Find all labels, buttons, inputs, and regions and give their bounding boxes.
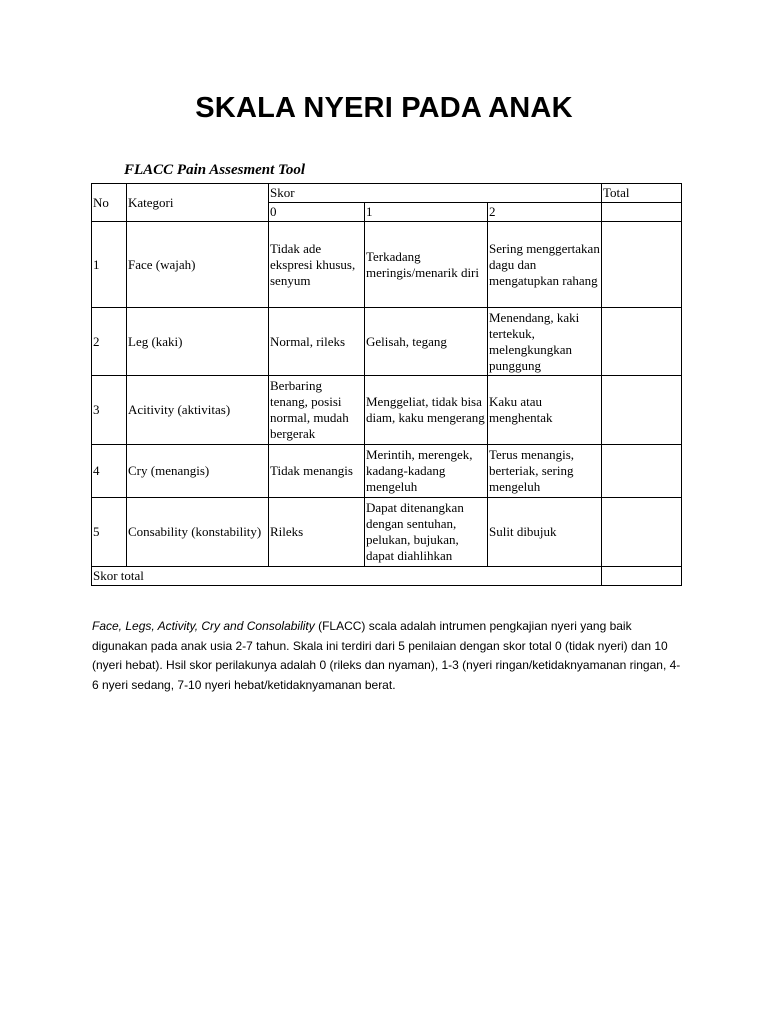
table-caption: FLACC Pain Assesment Tool (124, 162, 306, 178)
page-title: SKALA NYERI PADA ANAK (195, 92, 573, 124)
row-total (602, 445, 682, 498)
row-score-1: Merintih, merengek, kadang-kadang mengeluh (365, 445, 488, 498)
table-footer-row (92, 567, 682, 586)
table-row (92, 308, 682, 376)
table-header-row (92, 184, 682, 203)
table-row (92, 376, 682, 445)
row-score-0: Tidak ade ekspresi khusus, senyum (269, 222, 365, 308)
row-score-0: Tidak menangis (269, 445, 365, 498)
row-score-2: Menendang, kaki tertekuk, melengkungkan punggung (488, 308, 602, 376)
description-italic-lead: Face, Legs, Activity, Cry and Consolability (92, 619, 315, 633)
row-total (602, 376, 682, 445)
table-row (92, 222, 682, 308)
footer-total (602, 567, 682, 586)
footer-label: Skor total (92, 567, 602, 586)
row-score-0: Normal, rileks (269, 308, 365, 376)
row-score-2: Terus menangis, berteriak, sering mengeluh (488, 445, 602, 498)
table-row (92, 498, 682, 567)
row-kategori: Face (wajah) (127, 222, 269, 308)
row-total (602, 308, 682, 376)
flacc-table (91, 183, 682, 586)
header-score-1: 1 (365, 203, 488, 222)
row-score-2: Kaku atau menghentak (488, 376, 602, 445)
row-kategori: Cry (menangis) (127, 445, 269, 498)
header-skor: Skor (269, 184, 602, 203)
row-no: 3 (92, 376, 127, 445)
row-no: 5 (92, 498, 127, 567)
row-score-1: Gelisah, tegang (365, 308, 488, 376)
row-no: 1 (92, 222, 127, 308)
row-no: 4 (92, 445, 127, 498)
description-body: (FLACC) scala adalah intrumen pengkajian nyeri yang baik digunakan pada anak usia 2-7 tahun. Skala ini terdiri dari 5 penilaian dengan skor total 0 (tidak nyeri) dan 10 (nyeri hebat). Hsil skor perilakunya adalah 0 (rileks dan nyaman), 1-3 (nyeri ringan/ketidaknyamanan ringan, 4-6 nyeri sedang, 7-10 nyeri hebat/ketidaknyamanan berat. (92, 619, 681, 692)
row-score-1: Terkadang meringis/menarik diri (365, 222, 488, 308)
row-total (602, 498, 682, 567)
row-score-1: Dapat ditenangkan dengan sentuhan, pelukan, bujukan, dapat diahlihkan (365, 498, 488, 567)
description-paragraph (92, 617, 682, 695)
row-score-0: Rileks (269, 498, 365, 567)
header-score-2: 2 (488, 203, 602, 222)
header-no: No (92, 184, 127, 222)
row-score-1: Menggeliat, tidak bisa diam, kaku mengerang (365, 376, 488, 445)
row-no: 2 (92, 308, 127, 376)
row-score-2: Sulit dibujuk (488, 498, 602, 567)
row-total (602, 222, 682, 308)
row-score-0: Berbaring tenang, posisi normal, mudah bergerak (269, 376, 365, 445)
row-kategori: Consability (konstability) (127, 498, 269, 567)
row-kategori: Leg (kaki) (127, 308, 269, 376)
row-kategori: Acitivity (aktivitas) (127, 376, 269, 445)
row-score-2: Sering menggertakan dagu dan mengatupkan rahang (488, 222, 602, 308)
header-total-empty (602, 203, 682, 222)
header-kategori: Kategori (127, 184, 269, 222)
header-score-0: 0 (269, 203, 365, 222)
table-row (92, 445, 682, 498)
header-total: Total (602, 184, 682, 203)
